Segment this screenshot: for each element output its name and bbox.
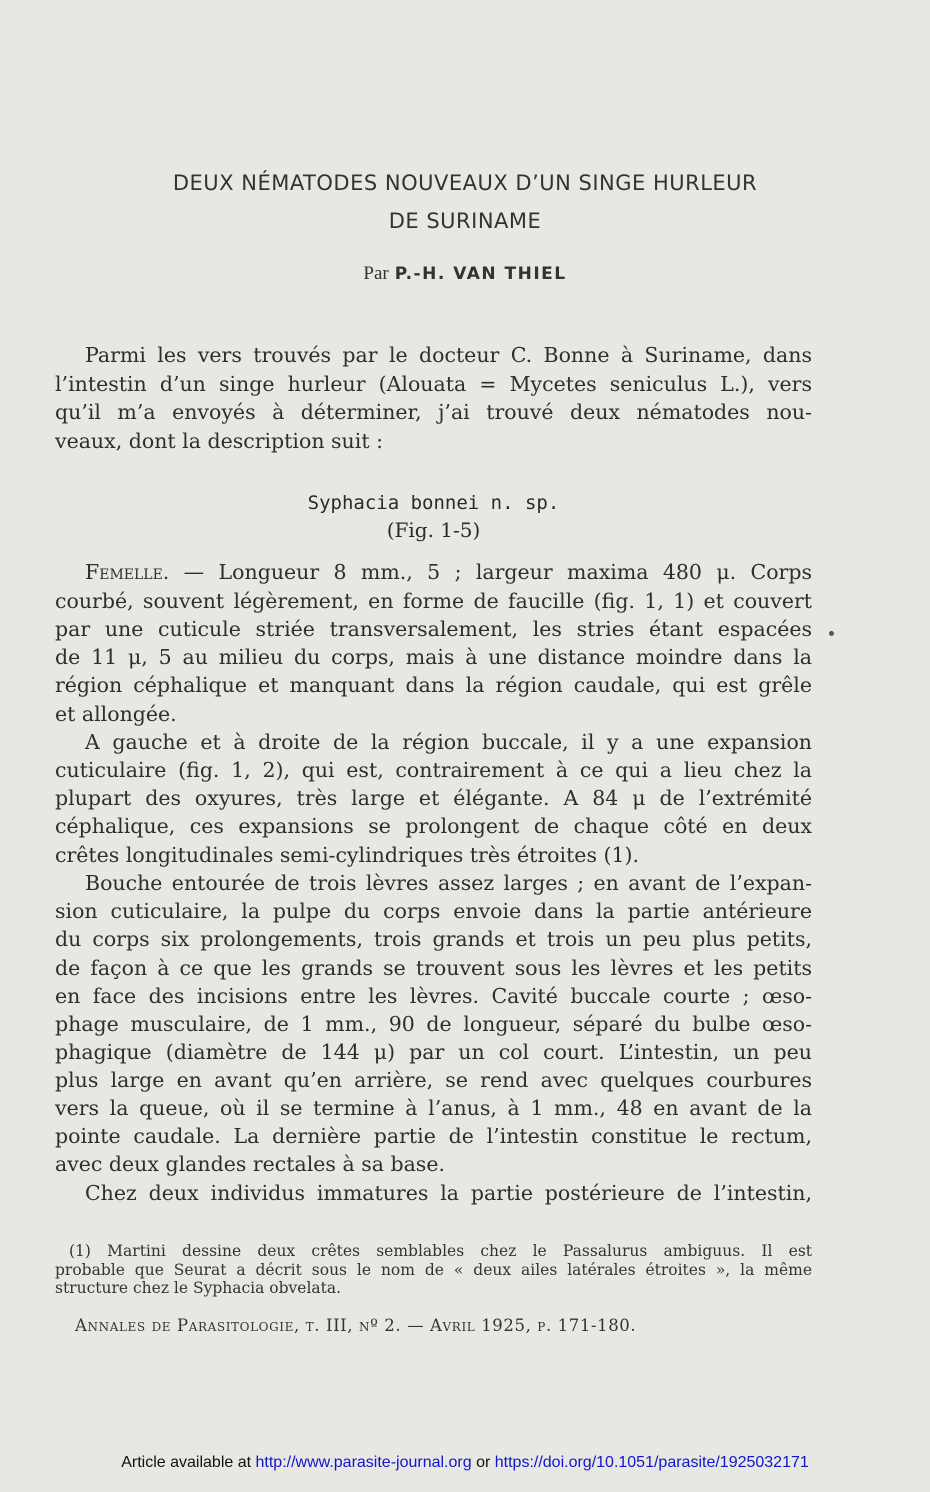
figure-reference: (Fig. 1-5) <box>386 518 481 542</box>
byline <box>60 262 870 285</box>
femelle-first-line-text: — Longueur 8 mm., 5 ; largeur maxima 480 μ. Corps <box>169 560 812 584</box>
femelle-line: et allongée. <box>55 702 177 726</box>
article-title-line-1: DEUX NÉMATODES NOUVEAUX D’UN SINGE HURLEUR <box>172 171 758 195</box>
paragraph3-line: plus large en avant qu’en arrière, se rend avec quelques courbures <box>55 1068 812 1092</box>
article-title-line-2: DE SURINAME <box>388 209 542 233</box>
paragraph4-line: Chez deux individus immatures la partie postérieure de l’intestin, <box>85 1181 812 1205</box>
paragraph3-line: sion cuticulaire, la pulpe du corps envoie dans la partie antérieure <box>55 899 812 923</box>
femelle-line: par une cuticule striée transversalement, les stries étant espacées <box>55 617 812 641</box>
femelle-line: région céphalique et manquant dans la région caudale, qui est grêle <box>55 673 812 697</box>
paragraph2-line: crêtes longitudinales semi-cylindriques très étroites (1). <box>55 843 640 867</box>
paragraph3-line: vers la queue, où il se termine à l’anus, à 1 mm., 48 en avant de la <box>55 1096 812 1120</box>
footnote-line: probable que Seurat a décrit sous le nom de « deux ailes latérales étroites », la même <box>55 1261 812 1279</box>
paragraph2-line: cuticulaire (fig. 1, 2), qui est, contrairement à ce qui a lieu chez la <box>55 758 812 782</box>
footer-prefix: Article available at <box>121 1454 256 1471</box>
species-heading: Syphacia bonnei n. sp. <box>307 492 560 514</box>
journal-website-link[interactable]: http://www.parasite-journal.org <box>255 1454 472 1471</box>
paragraph3-line: Bouche entourée de trois lèvres assez larges ; en avant de l’expan- <box>85 871 812 895</box>
paragraph3-line: phagique (diamètre de 144 μ) par un col court. L’intestin, un peu <box>55 1040 812 1064</box>
paragraph3-line: en face des incisions entre les lèvres. Cavité buccale courte ; œso- <box>55 984 812 1008</box>
paragraph3-line: du corps six prolongements, trois grands et trois un peu plus petits, <box>55 927 812 951</box>
footnote-line: structure chez le Syphacia obvelata. <box>55 1279 342 1297</box>
byline-prefix: Par <box>363 263 389 284</box>
paragraph3-line: pointe caudale. La dernière partie de l’intestin constitue le rectum, <box>55 1124 812 1148</box>
footnote-line: (1) Martini dessine deux crêtes semblables chez le Passalurus ambiguus. Il est <box>69 1242 812 1260</box>
doi-link[interactable]: https://doi.org/10.1051/parasite/1925032171 <box>494 1454 809 1471</box>
paragraph3-line: avec deux glandes rectales à sa base. <box>55 1152 445 1176</box>
paragraph3-line: de façon à ce que les grands se trouvent sous les lèvres et les petits <box>55 956 812 980</box>
author-name: P.-H. VAN THIEL <box>394 264 567 284</box>
paragraph2-line: A gauche et à droite de la région buccale, il y a une expansion <box>85 730 812 754</box>
availability-footer <box>0 1454 930 1472</box>
femelle-first-line <box>55 558 812 586</box>
paragraph2-line: céphalique, ces expansions se prolongent de chaque côté en deux <box>55 814 812 838</box>
intro-line: qu’il m’a envoyés à déterminer, j’ai trouvé deux nématodes nou- <box>55 400 812 424</box>
journal-citation: Annales de Parasitologie, t. III, nº 2. — Avril 1925, p. 171-180. <box>75 1316 637 1335</box>
footer-middle: or <box>471 1454 495 1471</box>
femelle-line: courbé, souvent légèrement, en forme de faucille (fig. 1, 1) et couvert <box>55 589 812 613</box>
paragraph2-line: plupart des oxyures, très large et élégante. A 84 μ de l’extrémité <box>55 786 812 810</box>
femelle-line: de 11 μ, 5 au milieu du corps, mais à une distance moindre dans la <box>55 645 812 669</box>
scan-speck <box>829 631 834 636</box>
femelle-label: Femelle. <box>85 560 170 584</box>
paragraph3-line: phage musculaire, de 1 mm., 90 de longueur, séparé du bulbe œso- <box>55 1012 812 1036</box>
intro-line: veaux, dont la description suit : <box>55 429 383 453</box>
intro-line: l’intestin d’un singe hurleur (Alouata = Mycetes seniculus L.), vers <box>55 372 812 396</box>
intro-line: Parmi les vers trouvés par le docteur C. Bonne à Suriname, dans <box>85 343 812 367</box>
